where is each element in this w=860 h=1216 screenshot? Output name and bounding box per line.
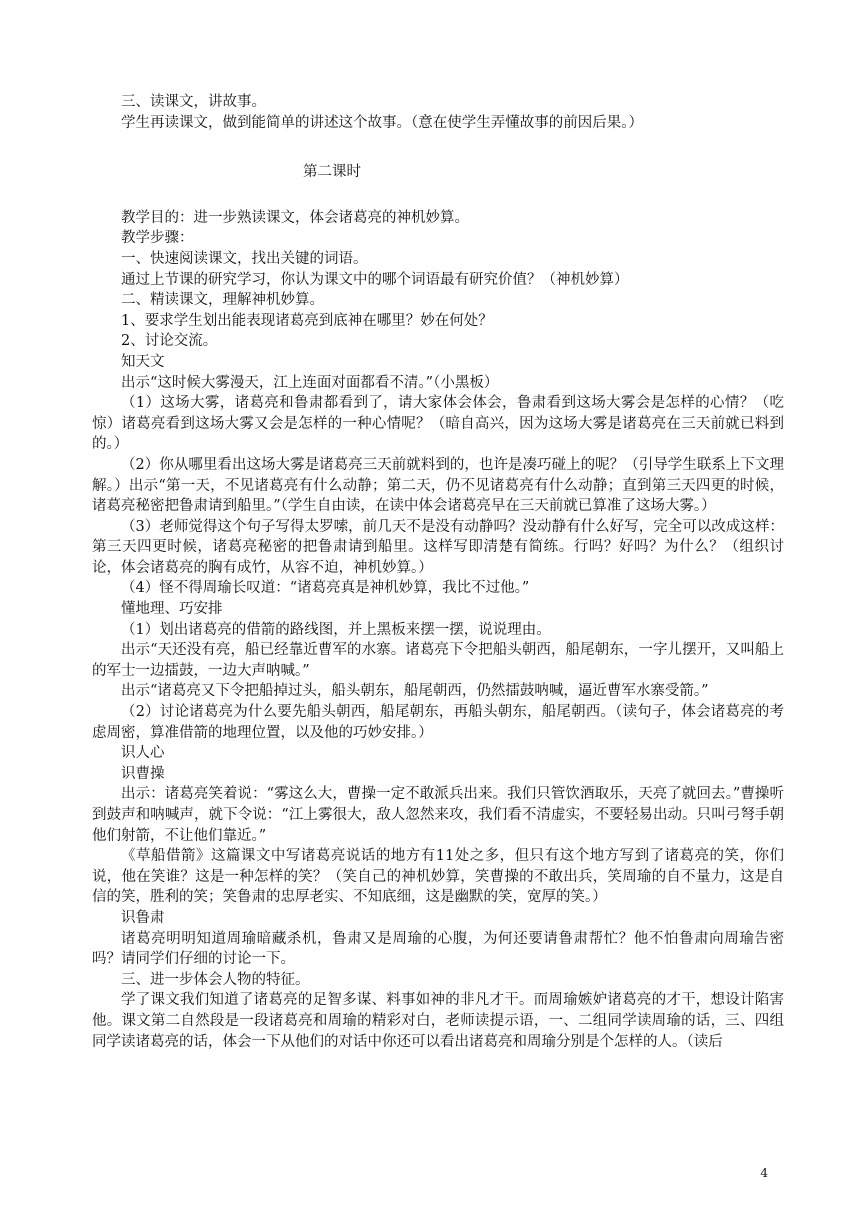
weather-question-2: （2）你从哪里看出这场大雾是诸葛亮三天前就料到的，也许是凑巧碰上的呢？（引导学生联系上下文理解。）出示“第一天，不见诸葛亮有什么动静；第二天，仍不见诸葛亮有什么动静；直到第三天四更的时候，诸葛亮秘密把鲁肃请到船里。”（学生自由读，在读中体会诸葛亮早在三天前就已算准了这场大雾。） (92, 456, 784, 515)
cao-label: 识曹操 (121, 765, 165, 782)
lu-text: 诸葛亮明明知道周瑜暗藏杀机，鲁肃又是周瑜的心腹，为何还要请鲁肃帮忙？他不怕鲁肃向周瑜告密吗？请同学们仔细的讨论一下。 (92, 930, 784, 968)
geography-label: 懂地理、巧安排 (121, 601, 223, 618)
step1-text: 通过上节课的研究学习，你认为课文中的哪个词语最有研究价值？（神机妙算） (121, 271, 629, 288)
document-body (92, 92, 784, 1052)
teaching-steps-label: 教学步骤： (121, 230, 194, 247)
teaching-goal: 教学目的：进一步熟读课文，体会诸葛亮的神机妙算。 (121, 209, 469, 226)
section-reading-heading: 三、读课文，讲故事。 (121, 94, 266, 110)
step3-text: 学了课文我们知道了诸葛亮的足智多谋、料事如神的非凡才干。而周瑜嫉妒诸葛亮的才干，想设计陷害他。课文第二自然段是一段诸葛亮和周瑜的精彩对白，老师读提示语，一、二组同学读周瑜的话，三、四组同学读诸葛亮的话，体会一下从他们的对话中你还可以看出诸葛亮和周瑜分别是个怎样的人。（读后 (92, 992, 784, 1050)
weather-question-1: （1）这场大雾，诸葛亮和鲁肃都看到了，请大家体会体会，鲁肃看到这场大雾会是怎样的心情？（吃惊）诸葛亮看到这场大雾又会是怎样的一种心情呢？（暗自高兴，因为这场大雾是诸葛亮在三天前就已料到的。） (92, 395, 784, 453)
weather-label: 知天文 (121, 353, 165, 370)
page-number: 4 (760, 1166, 768, 1180)
geography-question-1: （1）划出诸葛亮的借箭的路线图，并上黑板来摆一摆，说说理由。 (121, 621, 551, 638)
cao-discussion: 《草船借箭》这篇课文中写诸葛亮说话的地方有11处之多，但只有这个地方写到了诸葛亮的笑，你们说，他在笑谁？这是一种怎样的笑？（笑自己的神机妙算，笑曹操的不敢出兵，笑周瑜的自不量力，这是自信的笑，胜利的笑；笑鲁肃的忠厚老实、不知底细，这是幽默的笑，宽厚的笑。） (92, 848, 784, 906)
step1-heading: 一、快速阅读课文，找出关键的词语。 (121, 250, 368, 267)
weather-question-3: （3）老师觉得这个句子写得太罗嗦，前几天不是没有动静吗？没动静有什么好写，完全可以改成这样：第三天四更时候，诸葛亮秘密的把鲁肃请到船里。这样写即清楚有简练。行吗？好吗？为什么？（组织讨论，体会诸葛亮的胸有成竹，从容不迫，神机妙算。） (92, 518, 784, 576)
section-reading-text: 学生再读课文，做到能简单的讲述这个故事。（意在使学生弄懂故事的前因后果。） (121, 114, 643, 131)
step2-item2: 2、讨论交流。 (121, 333, 218, 350)
people-label: 识人心 (121, 745, 165, 762)
step3-heading: 三、进一步体会人物的特征。 (121, 971, 310, 988)
geography-question-2: （2）讨论诸葛亮为什么要先船头朝西，船尾朝东，再船头朝东，船尾朝西。（读句子，体会诸葛亮的考虑周密，算准借箭的地理位置，以及他的巧妙安排。） (92, 704, 784, 741)
lu-label: 识鲁肃 (121, 909, 165, 926)
cao-show: 出示：诸葛亮笑着说：“雾这么大，曹操一定不敢派兵出来。我们只管饮酒取乐，天亮了就回去。”曹操听到鼓声和呐喊声，就下令说：“江上雾很大，敌人忽然来攻，我们看不清虚实，不要轻易出动。只叫弓弩手朝他们射箭，不让他们靠近。” (92, 786, 784, 844)
geography-show-2: 出示“诸葛亮又下令把船掉过头，船头朝东，船尾朝西，仍然擂鼓呐喊，逼近曹军水寨受箭。” (121, 683, 709, 700)
weather-show: 出示“这时候大雾漫天，江上连面对面都看不清。”（小黑板） (121, 374, 499, 391)
step2-heading: 二、精读课文，理解神机妙算。 (121, 292, 324, 309)
geography-show-1: 出示“天还没有亮，船已经靠近曹军的水寨。诸葛亮下令把船头朝西，船尾朝东，一字儿摆开，又叫船上的军士一边擂鼓，一边大声呐喊。” (92, 642, 784, 679)
weather-question-4: （4）怪不得周瑜长叹道：“诸葛亮真是神机妙算，我比不过他。” (121, 580, 530, 597)
step2-item1: 1、要求学生划出能表现诸葛亮到底神在哪里？妙在何处？ (121, 312, 493, 329)
spacer (92, 133, 784, 162)
lesson-title: 第二课时 (303, 164, 361, 181)
spacer (92, 183, 784, 208)
